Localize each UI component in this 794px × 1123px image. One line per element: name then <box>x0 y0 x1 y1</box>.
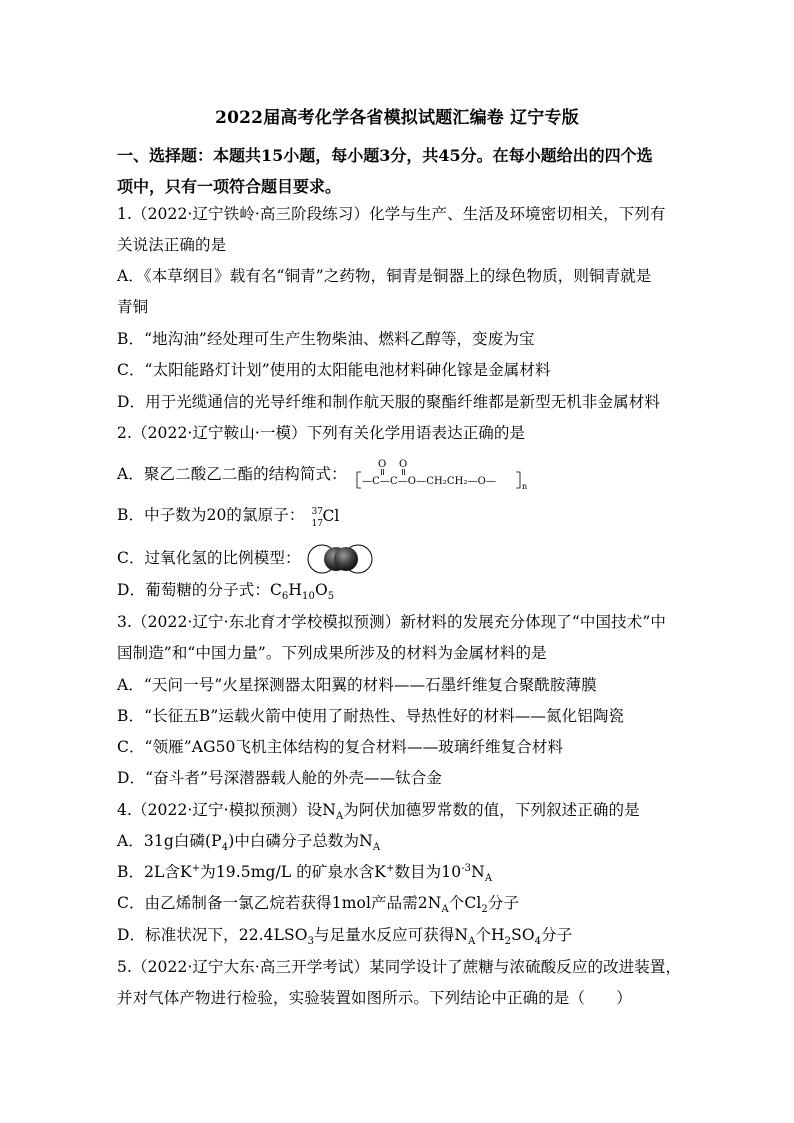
chlorine-isotope-notation <box>309 506 340 529</box>
formula-carbonyl-o1: O <box>377 459 387 470</box>
q4-option-d: D．标准状况下，$22.4LSO_3$与足量水反应可获得$N_A$个$H_2SO_4$分子 <box>117 926 573 948</box>
q2-option-a <box>117 458 532 492</box>
q3-option-a: A．“天问一号”火星探测器太阳翼的材料——石墨纤维复合聚酰胺薄膜 <box>117 676 597 694</box>
q4-stem: 4.（2022·辽宁·模拟预测）设$N_A$为阿伏加德罗常数的值，下列叙述正确的是 <box>117 801 640 823</box>
q3-stem-line-1: 3.（2022·辽宁·东北育才学校模拟预测）新材料的发展充分体现了“中国技术”中 <box>117 613 666 631</box>
q3-option-d: D．“奋斗者”号深潜器载人舱的外壳——钛合金 <box>117 769 442 787</box>
section-heading-line-2: 项中，只有一项符合题目要求。 <box>117 177 342 196</box>
isotope-mass-number: 37 <box>311 507 324 517</box>
q3-stem-line-2: 国制造”和“中国力量”。下列成果所涉及的材料为金属材料的是 <box>117 644 547 662</box>
formula-left-bracket <box>357 472 361 488</box>
q4-option-b: B．2L含K+为19.5mg/L 的矿泉水含K+数目为$10^{-3}N_A$ <box>117 862 493 885</box>
formula-subscript-n: n <box>521 482 527 491</box>
page-title: 2022届高考化学各省模拟试题汇编卷 辽宁专版 <box>215 108 579 128</box>
q1-option-c: C．“太阳能路灯计划”使用的太阳能电池材料砷化镓是金属材料 <box>117 361 551 379</box>
q5-stem-line-2: 并对气体产物进行检验，实验装置如图所示。下列结论中正确的是（ ） <box>117 989 632 1007</box>
q2-option-b-label: B．中子数为20的氯原子： <box>117 506 305 524</box>
q2-option-d: D．葡萄糖的分子式：$C_6H_{10}O_5$ <box>117 581 335 603</box>
q1-stem-line-2: 关说法正确的是 <box>117 236 227 254</box>
formula-right-bracket <box>516 472 520 488</box>
q2-option-b <box>117 505 340 529</box>
q5-stem-line-1: 5.（2022·辽宁大东·高三开学考试）某同学设计了蔗糖与浓硫酸反应的改进装置， <box>117 958 682 976</box>
q4-option-a: A．31g白磷$(P_4)$中白磷分子总数为$N_A$ <box>117 832 381 854</box>
formula-carbonyl-o2: O <box>398 459 408 470</box>
q1-option-b: B．“地沟油”经处理可生产生物柴油、燃料乙醇等，变废为宝 <box>117 330 535 348</box>
q1-option-d: D．用于光缆通信的光导纤维和制作航天服的聚酯纤维都是新型无机非金属材料 <box>117 393 660 411</box>
q3-option-b: B．“长征五B”运载火箭中使用了耐热性、导热性好的材料——氮化铝陶瓷 <box>117 707 625 725</box>
q2-option-c-label: C．过氧化氢的比例模型： <box>117 549 301 567</box>
section-heading-line-1: 一、选择题：本题共15小题，每小题3分，共45分。在每小题给出的四个选 <box>117 146 653 165</box>
q1-option-a-line-1: A．《本草纲目》载有名“铜青”之药物，铜青是铜器上的绿色物质，则铜青就是 <box>117 267 652 285</box>
hydrogen-peroxide-space-filling-model-icon <box>306 543 376 575</box>
formula-chain: —C—C—O—CH₂CH₂—O— <box>361 476 496 487</box>
q2-option-d-label: D．葡萄糖的分子式： <box>117 581 270 599</box>
q4-option-c: C．由乙烯制备一氯乙烷若获得1mol产品需$2N_A$个$Cl_2$分子 <box>117 894 520 916</box>
q1-stem-line-1: 1.（2022·辽宁铁岭·高三阶段练习）化学与生产、生活及环境密切相关，下列有 <box>117 205 666 223</box>
q3-option-c: C．“领雁”AG50飞机主体结构的复合材料——玻璃纤维复合材料 <box>117 738 564 756</box>
q2-option-c <box>117 543 376 575</box>
isotope-atomic-number: 17 <box>311 519 324 529</box>
isotope-symbol: Cl <box>322 507 340 525</box>
q1-option-a-line-2: 青铜 <box>117 298 149 316</box>
q2-option-a-label: A．聚乙二酸乙二酯的结构简式： <box>117 465 347 483</box>
q2-stem: 2.（2022·辽宁鞍山·一模）下列有关化学用语表达正确的是 <box>117 424 526 442</box>
polyester-structure-formula <box>352 458 532 492</box>
